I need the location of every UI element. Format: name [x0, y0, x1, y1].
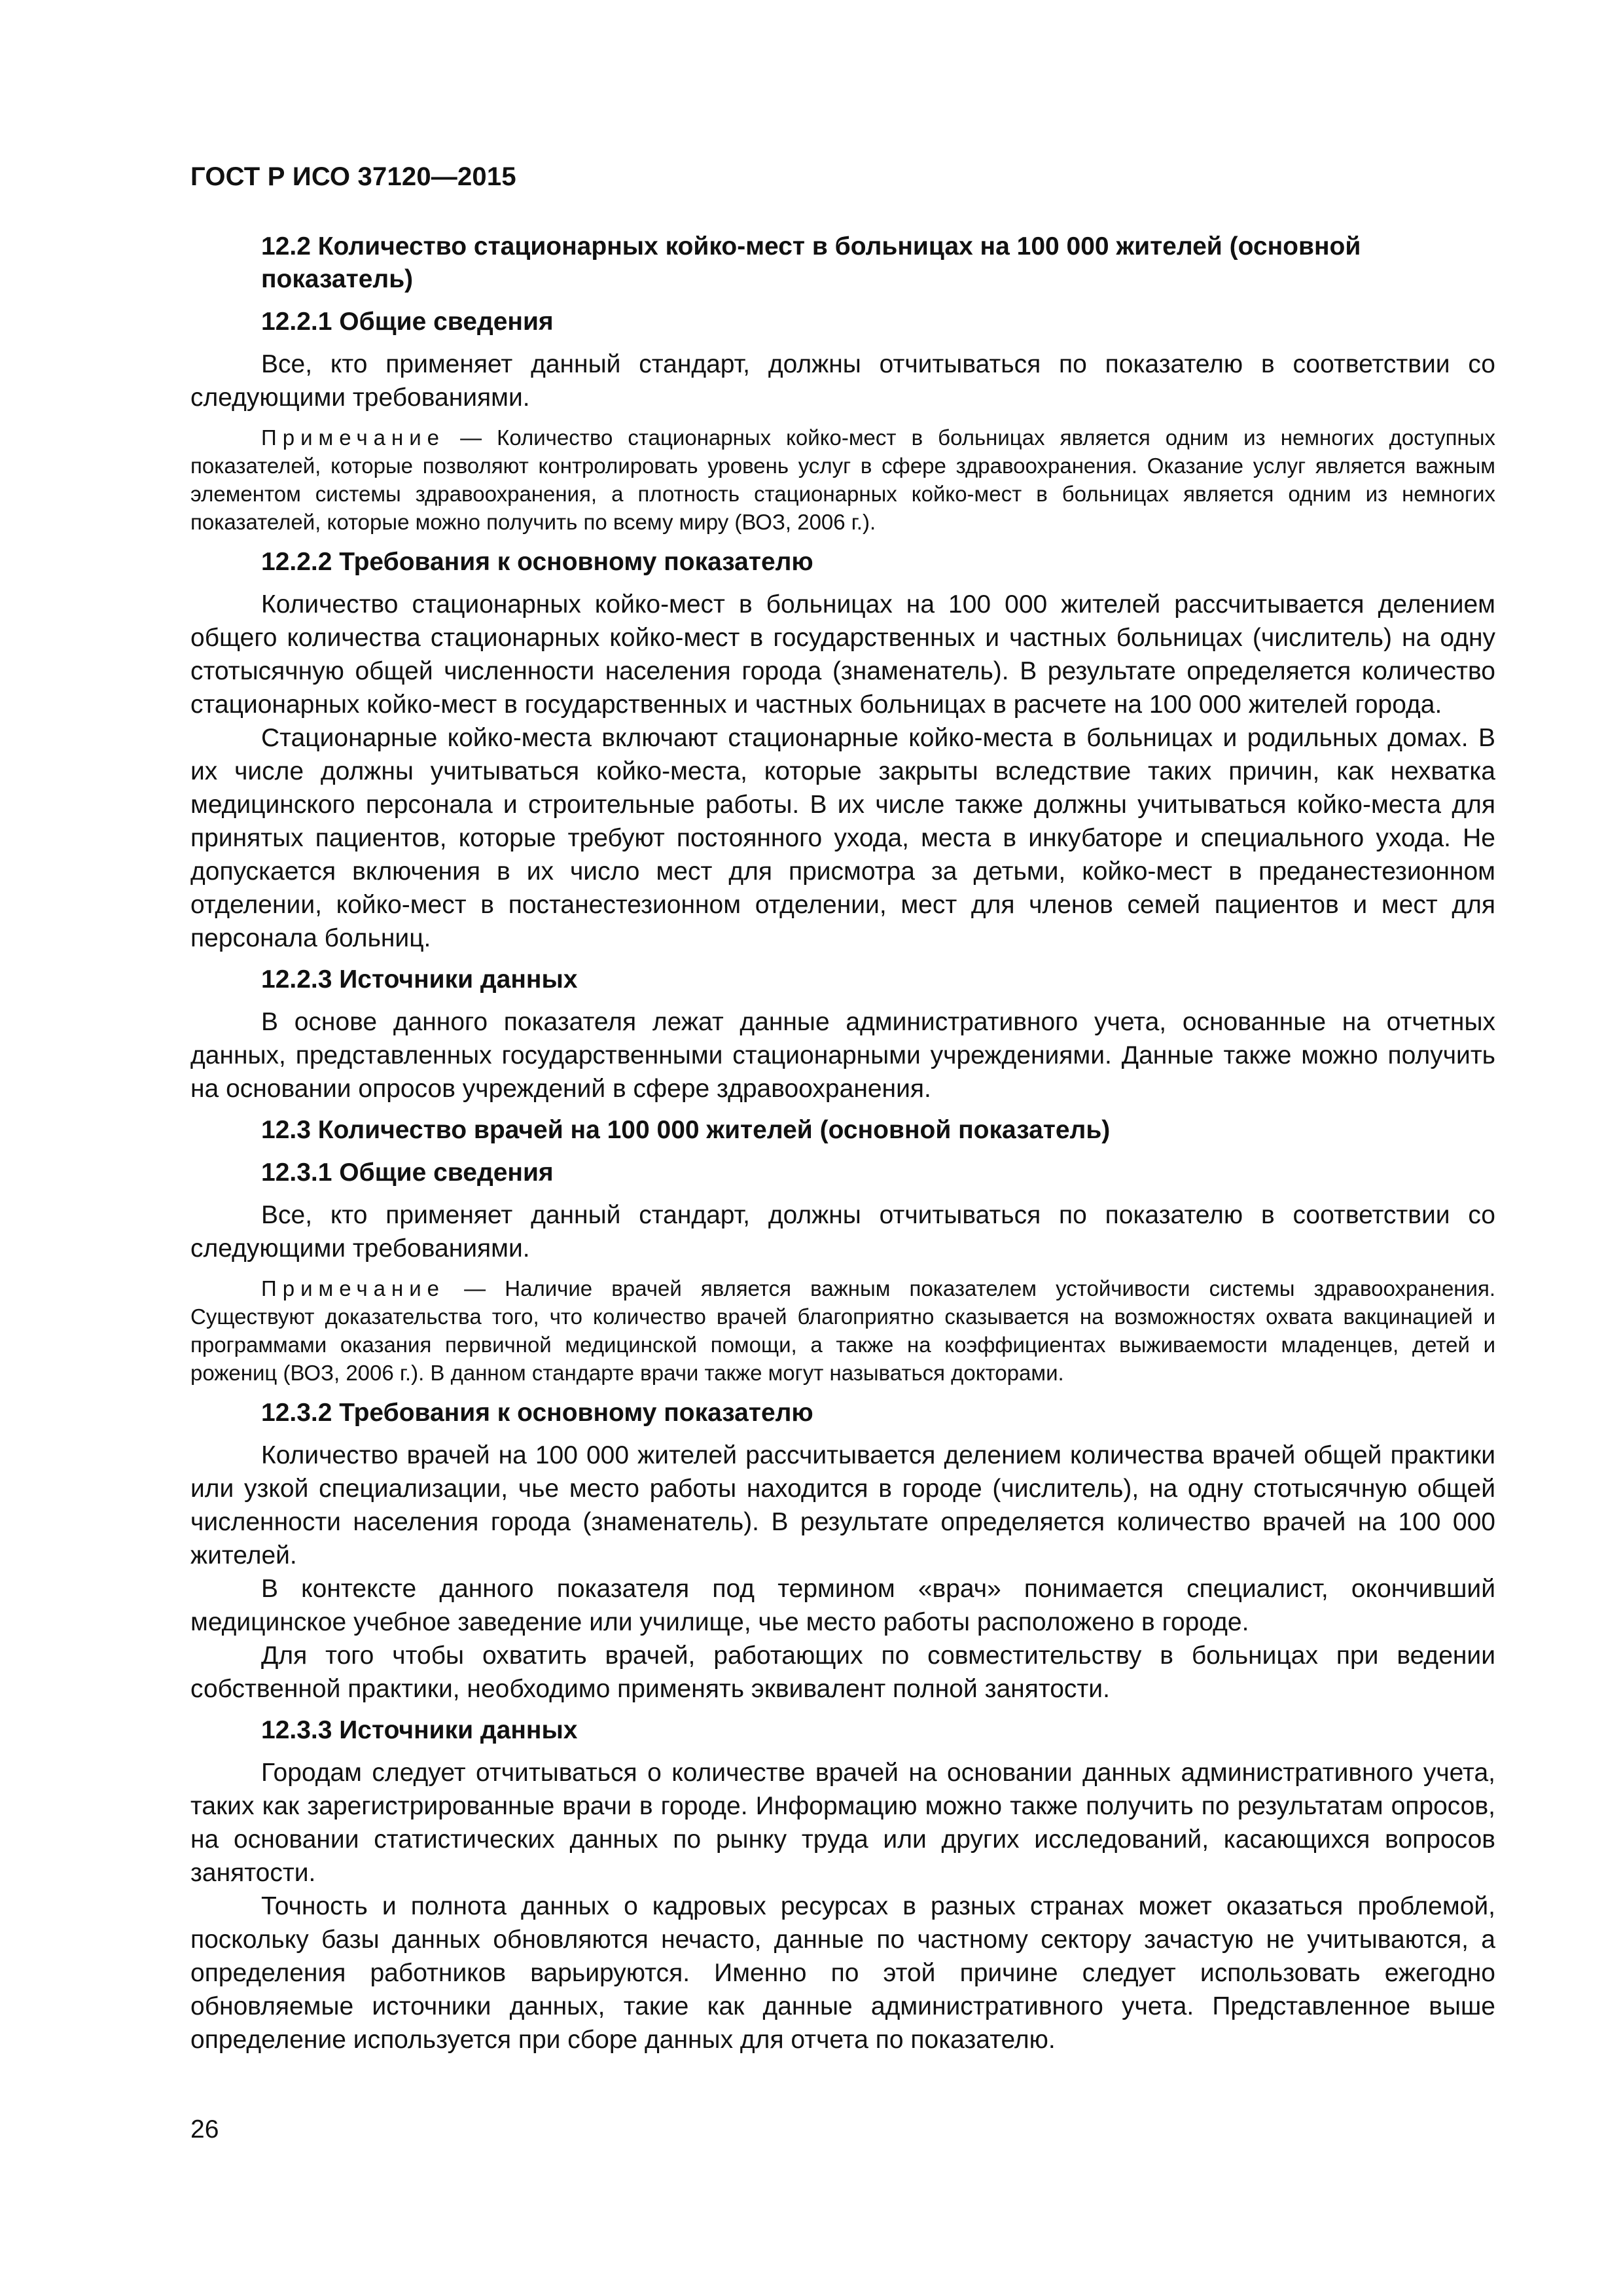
section-12-3-3-paragraph-1: Городам следует отчитываться о количестве врачей на основании данных административного учета, таких как зарегистрированные врачи в городе. Информацию можно также получить по результатам опросов, на основании статистических данных по рынку труда или других исследований, касающихся вопросов занятости.: [190, 1759, 1495, 1887]
standard-header: ГОСТ Р ИСО 37120—2015: [190, 162, 516, 191]
section-12-3-1-text: Все, кто применяет данный стандарт, должны отчитываться по показателю в соответствии со следующими требованиями.: [190, 1201, 1495, 1263]
section-12-3-3-title: 12.3.3 Источники данных: [261, 1716, 578, 1744]
note-label: Примечание: [261, 425, 446, 450]
section-12-2-2-paragraph-1: Количество стационарных койко-мест в больницах на 100 000 жителей рассчитывается делением общего количества стационарных койко-мест в государственных и частных больницах (числитель) на одну стотысячную общей численности населения города (знаменатель). В результате определяется количество стационарных койко-мест в государственных и частных больницах в расчете на 100 000 жителей города.: [190, 590, 1495, 719]
section-12-2-2-title: 12.2.2 Требования к основному показателю: [261, 548, 813, 576]
section-12-2-title-line1: 12.2 Количество стационарных койко-мест в больницах на 100 000 жителей (основной: [261, 232, 1361, 260]
section-12-3-2-title: 12.3.2 Требования к основному показателю: [261, 1399, 813, 1427]
section-12-2-1-text: Все, кто применяет данный стандарт, должны отчитываться по показателю в соответствии со следующими требованиями.: [190, 350, 1495, 412]
section-12-3-2-paragraph-2: В контексте данного показателя под термином «врач» понимается специалист, окончивший медицинское учебное заведение или училище, чье место работы расположено в городе.: [190, 1575, 1495, 1636]
section-12-2-title-line2: показатель): [261, 265, 414, 293]
section-12-2-3-title: 12.2.3 Источники данных: [261, 965, 578, 994]
section-12-3-2-paragraph-3: Для того чтобы охватить врачей, работающих по совместительству в больницах при ведении собственной практики, необходимо применять эквивалент полной занятости.: [190, 1641, 1495, 1703]
section-12-3-1-title: 12.3.1 Общие сведения: [261, 1158, 554, 1187]
note-12-3: [190, 1274, 1495, 1387]
section-12-2-title: [190, 230, 1495, 296]
section-12-3-3-paragraph-2: Точность и полнота данных о кадровых ресурсах в разных странах может оказаться проблемой, поскольку базы данных обновляются нечасто, данные по частному сектору зачастую не учитываются, а определения работников варьируются. Именно по этой причине следует использовать ежегодно обновляемые источники данных, такие как данные административного учета. Представленное выше определение используется при сборе данных для отчета по показателю.: [190, 1892, 1495, 2054]
section-12-3-2-paragraph-1: Количество врачей на 100 000 жителей рассчитывается делением количества врачей общей практики или узкой специализации, чье место работы находится в городе (числитель), на одну стотысячную общей численности населения города (знаменатель). В результате определяется количество врачей на 100 000 жителей.: [190, 1441, 1495, 1570]
document-body: [190, 230, 1495, 2056]
note-text: — Наличие врачей является важным показателем устойчивости системы здравоохранения. Существуют доказательства того, что количество врачей благоприятно сказывается на возможностях охвата вакцинацией и программами оказания первичной медицинской помощи, а также на коэффициентах выживаемости младенцев, детей и рожениц (ВОЗ, 2006 г.). В данном стандарте врачи также могут называться докторами.: [190, 1276, 1495, 1385]
section-12-2-1-title: 12.2.1 Общие сведения: [261, 308, 554, 336]
section-12-3-title: 12.3 Количество врачей на 100 000 жителей (основной показатель): [261, 1116, 1111, 1144]
note-label: Примечание: [261, 1276, 446, 1300]
page-number: 26: [190, 2115, 219, 2144]
note-12-2: [190, 423, 1495, 536]
section-12-2-2-paragraph-2: Стационарные койко-места включают стационарные койко-места в больницах и родильных домах. В их числе должны учитываться койко-места, которые закрыты вследствие таких причин, как нехватка медицинского персонала и строительные работы. В их числе также должны учитываться койко-места для принятых пациентов, которые требуют постоянного ухода, места в инкубаторе и специального ухода. Не допускается включения в их число мест для присмотра за детьми, койко-мест в преданестезионном отделении, койко-мест в постанестезионном отделении, мест для членов семей пациентов и мест для персонала больниц.: [190, 724, 1495, 952]
note-text: — Количество стационарных койко-мест в больницах является одним из немногих доступных показателей, которые позволяют контролировать уровень услуг в сфере здравоохранения. Оказание услуг является важным элементом системы здравоохранения, а плотность стационарных койко-мест в больницах является одним из немногих показателей, которые можно получить по всему миру (ВОЗ, 2006 г.).: [190, 425, 1495, 534]
section-12-2-3-text: В основе данного показателя лежат данные административного учета, основанные на отчетных данных, представленных государственными стационарными учреждениями. Данные также можно получить на основании опросов учреждений в сфере здравоохранения.: [190, 1008, 1495, 1103]
